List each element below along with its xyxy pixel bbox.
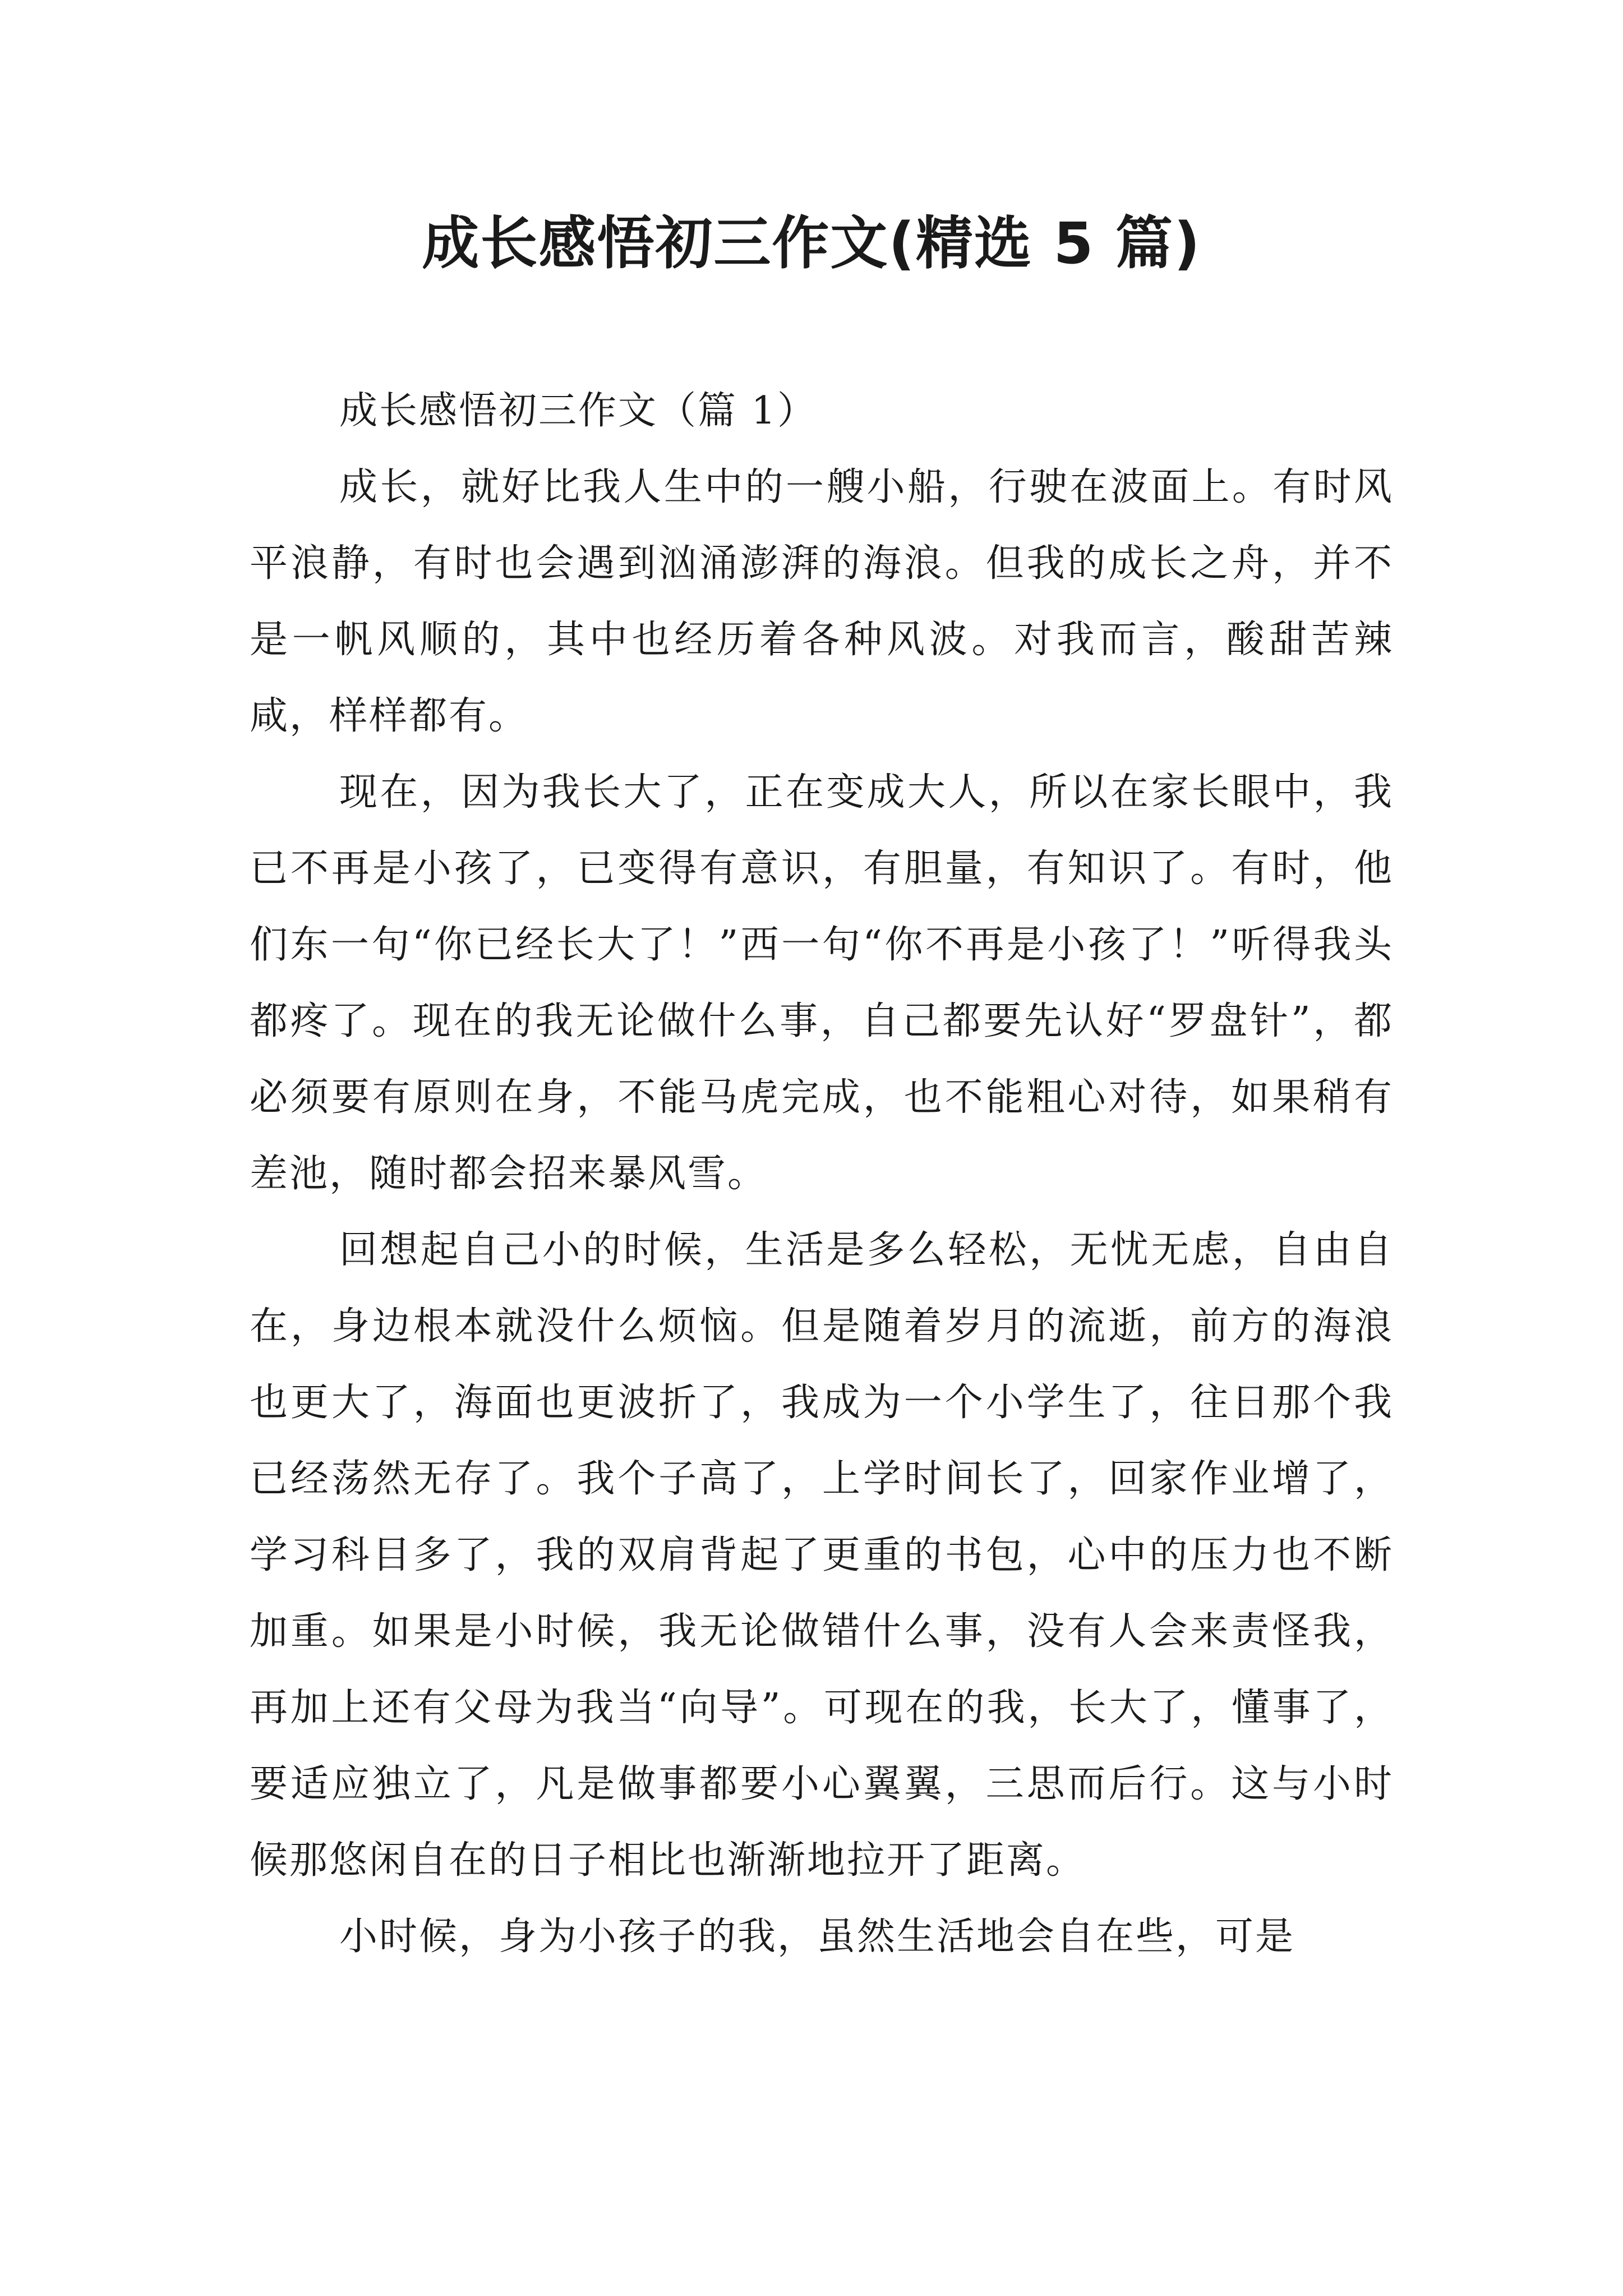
section-heading: 成长感悟初三作文（篇 1） — [339, 389, 817, 433]
paragraph-1: 成长，就好比我人生中的一艘小船，行驶在波面上。有时风平浪静，有时也会遇到汹涌澎湃的海浪。但我的成长之舟，并不是一帆风顺的，其中也经历着各种风波。对我而言，酸甜苦辣咸，样样都有。 — [250, 465, 1394, 738]
document-title: 成长感悟初三作文(精选 5 篇) — [422, 210, 1201, 277]
paragraph-2: 现在，因为我长大了，正在变成大人，所以在家长眼中，我已不再是小孩了，已变得有意识，有胆量，有知识了。有时，他们东一句“你已经长大了！”西一句“你不再是小孩了！”听得我头都疼了。现在的我无论做什么事，自己都要先认好“罗盘针”，都必须要有原则在身，不能马虎完成，也不能粗心对待，如果稍有差池，随时都会招来暴风雪。 — [250, 770, 1394, 1196]
paragraph-4: 小时候，身为小孩子的我，虽然生活地会自在些，可是 — [339, 1915, 1295, 1959]
document-body — [250, 373, 1394, 1975]
paragraph-3: 回想起自己小的时候，生活是多么轻松，无忧无虑，自由自在，身边根本就没什么烦恼。但是随着岁月的流逝，前方的海浪也更大了，海面也更波折了，我成为一个小学生了，往日那个我已经荡然无存了。我个子高了，上学时间长了，回家作业增了，学习科目多了，我的双肩背起了更重的书包，心中的压力也不断加重。如果是小时候，我无论做错什么事，没有人会来责怪我，再加上还有父母为我当“向导”。可现在的我，长大了，懂事了，要适应独立了，凡是做事都要小心翼翼，三思而后行。这与小时候那悠闲自在的日子相比也渐渐地拉开了距离。 — [250, 1228, 1394, 1883]
